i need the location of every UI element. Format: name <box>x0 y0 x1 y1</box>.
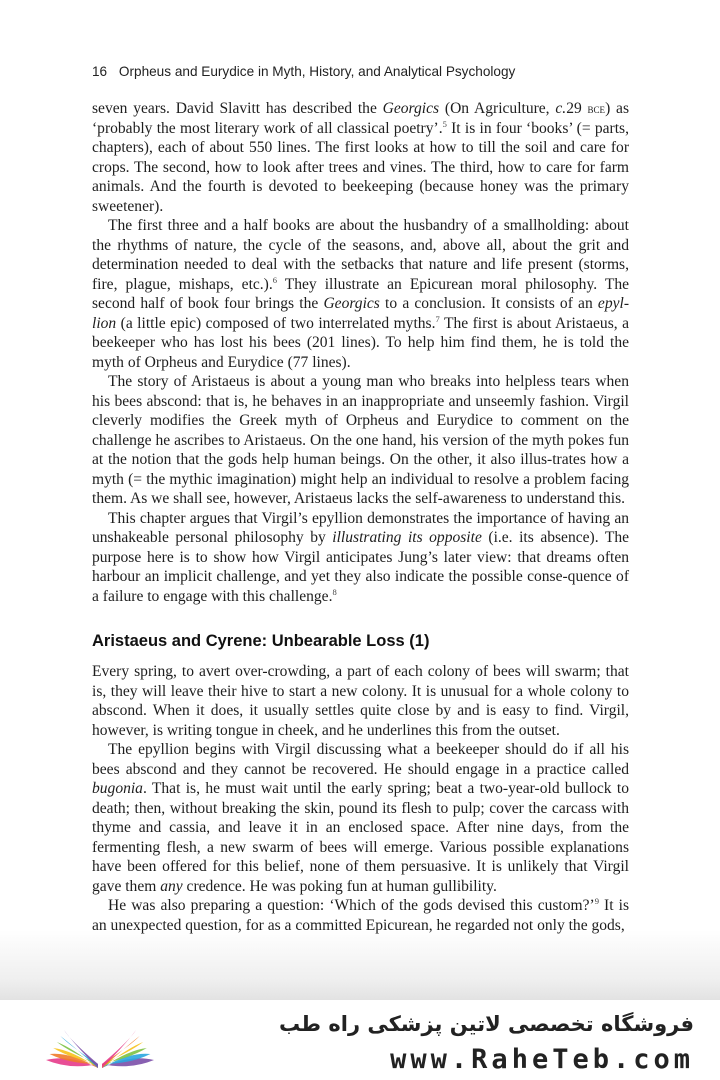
paragraph: The first three and a half books are about the husbandry of a smallholding: about the rhythms of nature, the cycle of the seasons, and, above all, about the grit and determination needed to deal with the setbacks that nature and life present (storms, fire, plague, mishaps, etc.).$^6$ They illustrate an Epicurean moral philosophy. The second half of book four brings the Georgics to a conclusion. It consists of an epyl-lion (a little epic) composed of two interrelated myths.$^7$ The first is about Aristaeus, a beekeeper who has lost his bees (201 lines). To help him find them, he is told the myth of Orpheus and Eurydice (77 lines). <box>92 217 629 371</box>
running-head <box>92 64 632 79</box>
paragraphs-bottom <box>92 662 629 935</box>
section-heading: Aristaeus and Cyrene: Unbearable Loss (1) <box>92 632 430 650</box>
paragraph: Every spring, to avert over-crowding, a part of each colony of bees will swarm; that is, they will leave their hive to start a new colony. It is unusual for a whole colony to abscond. When it does, it usually settles quite close by and is easy to find. Virgil, however, is writing tongue in cheek, and he underlines this from the outset. <box>92 663 629 739</box>
paragraph: The story of Aristaeus is about a young man who breaks into helpless tears when his bees abscond: that is, he behaves in an inappropriate and unseemly fashion. Virgil cleverly modifies the Greek myth of Orpheus and Eurydice to comment on the challenge he ascribes to Aristaeus. On the one hand, his version of the myth pokes fun at the notion that the gods help human beings. On the other, it also illus-trates how a myth (= the mythic imagination) might help an individual to resolve a problem facing them. As we shall see, however, Aristaeus lacks the self-awareness to understand this. <box>92 373 629 507</box>
paragraph: The epyllion begins with Virgil discussing what a beekeeper should do if all his bees abscond and they cannot be recovered. He should engage in a practice called bugonia. That is, he must wait until the early spring; beat a two-year-old bullock to death; then, without breaking the skin, pound its flesh to pulp; cover the carcass with thyme and cassia, and leave it in an enclosed space. After nine days, from the fermenting flesh, a new swarm of bees will emerge. Various possible explanations have been offered for this belief, none of them persuasive. It is unlikely that Virgil gave them any credence. He was poking fun at human gullibility. <box>92 741 629 895</box>
paragraphs-top <box>92 99 629 606</box>
paragraph: seven years. David Slavitt has described the Georgics (On Agriculture, c.29 bce) as ‘probably the most literary work of all classical poetry’.$^5$ It is in four ‘books’ (= parts, chapters), each of about 550 lines. The first looks at how to till the soil and care for crops. The second, how to look after trees and vines. The third, how to care for farm animals. And the fourth is devoted to beekeeping (because honey was the primary sweetener). <box>92 100 630 215</box>
paragraph: He was also preparing a question: ‘Which of the gods devised this custom?’$^9$ It is an unexpected question, for as a committed Epicurean, he regarded not only the gods, <box>92 896 629 934</box>
publisher-footer <box>0 1000 720 1080</box>
page-number: 16 <box>92 64 108 79</box>
open-book-rainbow-icon <box>40 1014 160 1074</box>
paragraph: This chapter argues that Virgil’s epyllion demonstrates the importance of having an unshakeable personal philosophy by illustrating its opposite (i.e. its absence). The purpose here is to show how Virgil anticipates Jung’s later view: that dreams often harbour an implicit challenge, and yet they also indicate the possible conse-quence of a failure to engage with this challenge.$^8$ <box>92 509 629 605</box>
shop-name: فروشگاه تخصصی لاتین پزشکی راه طب <box>279 1012 694 1036</box>
shop-url: www.RaheTeb.com <box>390 1044 694 1075</box>
body-text <box>92 99 629 935</box>
running-title: Orpheus and Eurydice in Myth, History, and Analytical Psychology <box>118 64 516 79</box>
